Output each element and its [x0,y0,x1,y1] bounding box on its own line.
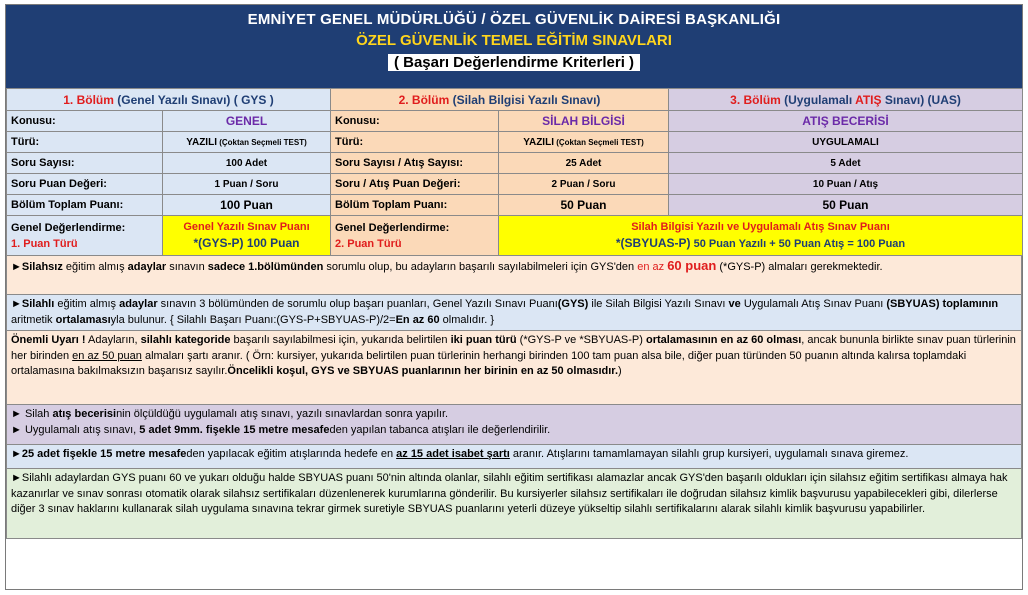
subject-silah: SİLAH BİLGİSİ [499,111,669,132]
note-unarmed: ►Silahsız eğitim almış adaylar sınavın sadece 1.bölümünden sorumlu olup, bu adayların başarılı sayılabilmeleri için GYS'den en az 60 puan (*GYS-P) almaları gerekmektedir. [6,256,1022,295]
page-title: EMNİYET GENEL MÜDÜRLÜĞÜ / ÖZEL GÜVENLİK DAİRESİ BAŞKANLIĞI [247,11,781,28]
subject-atis: ATIŞ BECERİSİ [669,111,1023,132]
section-2-header: 2. Bölüm (Silah Bilgisi Yazılı Sınavı) [331,89,669,111]
table-row: Soru Puan Değeri: 1 Puan / Soru Soru / Atış Puan Değeri: 2 Puan / Soru 10 Puan / Atış [7,174,1023,195]
criteria-title: ( Başarı Değerlendirme Kriterleri ) [388,54,640,71]
subject-genel: GENEL [163,111,331,132]
table-row: Genel Değerlendirme: 1. Puan Türü Genel Yazılı Sınav Puanı *(GYS-P) 100 Puan Genel Değerlendirme: 2. Puan Türü Silah Bilgisi Yazılı ve Uygulamalı Atış Sınav Puanı *(SBYUAS-P) 50 Puan Yazılı + 50 Puan Atış = 100 Puan [7,216,1023,256]
section-1-header: 1. Bölüm (Genel Yazılı Sınavı) ( GYS ) [7,89,331,111]
section-headers [7,89,1023,111]
table-row: Bölüm Toplam Puanı: 100 Puan Bölüm Toplam Puanı: 50 Puan 50 Puan [7,195,1023,216]
exam-title: ÖZEL GÜVENLİK TEMEL EĞİTİM SINAVLARI [356,32,672,49]
table-row: Soru Sayısı: 100 Adet Soru Sayısı / Atış Sayısı: 25 Adet 5 Adet [7,153,1023,174]
note-training-shots: ►25 adet fişekle 15 metre mesafeden yapılacak eğitim atışlarında hedefe en az 15 adet isabet şartı aranır. Atışlarını tamamlamayan silahlı grup kursiyeri, uygulamalı sınava giremez. [6,445,1022,469]
table-row: Konusu: GENEL Konusu: SİLAH BİLGİSİ ATIŞ BECERİSİ [7,111,1023,132]
sbyuas-score-type: Silah Bilgisi Yazılı ve Uygulamalı Atış Sınav Puanı *(SBYUAS-P) 50 Puan Yazılı + 50 Puan Atış = 100 Puan [499,216,1023,256]
exam-table [6,88,1023,256]
note-shooting: ► Silah atış becerisinin ölçüldüğü uygulamalı atış sınavı, yazılı sınavlardan sonra yapılır. ► Uygulamalı atış sınavı, 5 adet 9mm. fişekle 15 metre mesafeden yapılan tabanca atışları ile değerlendirilir. [6,405,1022,445]
section-3-header: 3. Bölüm (Uygulamalı ATIŞ Sınavı) (UAS) [669,89,1023,111]
note-armed: ►Silahlı eğitim almış adaylar sınavın 3 bölümünden de sorumlu olup başarı puanları, Genel Yazılı Sınavı Puanı(GYS) ile Silah Bilgisi Yazılı Sınavı ve Uygulamalı Atış Sınav Puanı (SBYUAS) toplamının aritmetik ortalamasıyla bulunur. { Silahlı Başarı Puanı:(GYS-P+SBYUAS-P)/2=En az 60 olmalıdır. } [6,295,1022,331]
note-certificate: ►Silahlı adaylardan GYS puanı 60 ve yukarı olduğu halde SBYUAS puanı 50'nin altında olanlar, silahlı eğitim sertifikası alamazlar ancak GYS'den başarılı oldukları için silahsız eğitim sertifikası almaya hak kazanırlar ve sınav sonrası otomatik olarak silahsız sertifikaları düzenlenerek kurumlarına gönderilir. Bu kursiyerler silahsız sertifikaları ile doğrudan silahsız kimlik başvurusu yapabilecekleri gibi, dilerlerse diğer 3 sınav haklarını kullanarak silah uygulama sınavına tekrar girmek suretiyle SBYUAS puanlarını yeterli düzeye yükseltip silahlı sertifikalarını alarak silahlı kimlik başvurusu yapabilirler. [6,469,1022,539]
table-row: Türü: YAZILI (Çoktan Seçmeli TEST) Türü: YAZILI (Çoktan Seçmeli TEST) UYGULAMALI [7,132,1023,153]
document [5,4,1023,590]
gys-score-type: Genel Yazılı Sınav Puanı *(GYS-P) 100 Puan [163,216,331,256]
header-banner [6,5,1022,88]
note-important-warning: Önemli Uyarı ! Adayların, silahlı kategoride başarılı sayılabilmesi için, yukarıda belirtilen iki puan türü (*GYS-P ve *SBYUAS-P) ortalamasının en az 60 olması, ancak bununla birlikte sınav puan türlerinin her birinden en az 50 puan almaları şartı aranır. ( Örn: kursiyer, yukarıda belirtilen puan türlerinin herhangi birinden 100 tam puan alsa bile, diğer puan türünden 50 puanın altında kalırsa toplamdaki ortalamasına bakılmaksızın başarısız sayılır.Öncelikli koşul, GYS ve SBYUAS puanlarının her birinin en az 50 olmasıdır.) [6,331,1022,405]
